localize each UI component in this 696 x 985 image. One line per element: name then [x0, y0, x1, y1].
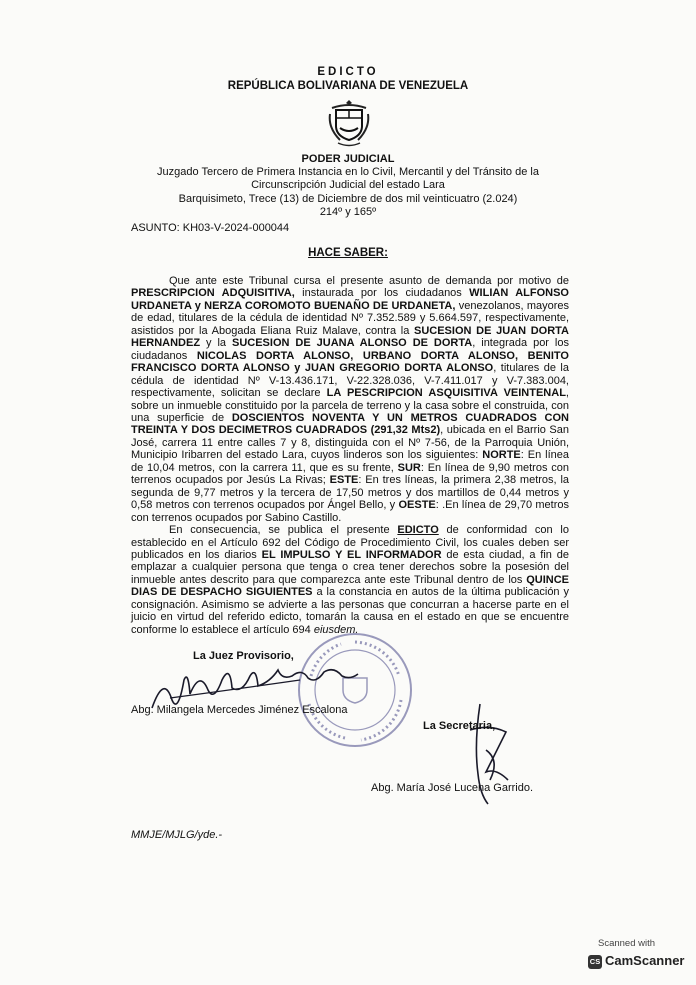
camscanner-brand: CamScanner	[605, 953, 685, 968]
court-line-2: Circunscripción Judicial del estado Lara	[251, 179, 445, 191]
hace-saber-text: HACE SABER:	[308, 247, 388, 259]
poder-judicial-heading: PODER JUDICIAL	[301, 153, 395, 165]
edict-body	[131, 275, 569, 636]
coat-of-arms-icon	[326, 98, 372, 148]
edicto-word: EDICTO	[397, 524, 439, 537]
newspapers: EL IMPULSO Y EL INFORMADOR	[261, 548, 442, 561]
heir-names: NICOLAS DORTA ALONSO, URBANO DORTA ALONSO, BENITO FRANCISCO DORTA ALONSO y JUAN GREGORIO DORTA ALONSO	[131, 349, 569, 375]
date-line: Barquisimeto, Trece (13) de Diciembre de dos mil veinticuatro (2.024)	[178, 193, 518, 205]
paragraph-1	[131, 275, 569, 524]
p1-text: , ubicada en el Barrio San José, carrera 11 entre calles 7 y 8, distinguida con el Nº 7-56, de la Parroquia Unión, Municipio Iribarren del estado Lara, cuyos linderos son los siguientes:	[131, 424, 569, 462]
boundary-north: NORTE	[482, 449, 521, 462]
p1-text: instaurada por los ciudadanos	[294, 287, 470, 300]
defendant-1: SUCESION DE JUAN DORTA HERNANDEZ	[131, 324, 569, 350]
surface-area: DOSCIENTOS NOVENTA Y UN METROS CUADRADOS CON TREINTA Y DOS DECIMETROS CUADRADOS (291,32 Mts2)	[131, 411, 569, 437]
plaintiff-names: WILIAN ALFONSO URDANETA y NERZA COROMOTO BUENAÑO DE URDANETA,	[131, 287, 569, 312]
case-number: ASUNTO: KH03-V-2024-000044	[131, 222, 290, 234]
p1-bold: PRESCRIPCION ADQUISITIVA,	[131, 287, 295, 300]
secretary-label: La Secretaria,	[423, 720, 496, 732]
defendant-2: SUCESION DE JUANA ALONSO DE DORTA	[232, 337, 473, 350]
judge-name: Abg. Milangela Mercedes Jiménez Escalona	[131, 704, 348, 716]
p1-text: : En línea de 10,04 metros, con la carrera 11, que es su frente,	[131, 449, 569, 474]
p2-text: a la constancia en autos de la última publicación y consignación. Asimismo se advierte a las personas que concurran a hacerse parte en el juicio en virtud del referido edicto, tomarán la causa en el estado en que se encuentre conforme lo establece el artículo 694	[131, 586, 569, 636]
p2-text: En consecuencia, se publica el presente	[169, 524, 398, 537]
boundary-south: SUR	[397, 461, 421, 474]
p2-text: de esta ciudad, a fin de emplazar a cualquier persona que tenga o crea tener derechos sobre la posesión del inmueble antes descrito para que comparezca ante este Tribunal dentro de los	[131, 548, 569, 586]
p1-text: y la	[200, 337, 232, 350]
scanned-with-text: Scanned with	[598, 938, 656, 949]
deadline: QUINCE DIAS DE DESPACHO SIGUIENTES	[131, 573, 569, 599]
p1-text: , sobre un inmueble constituido por la parcela de terreno y la casa sobre el construida, con una superficie de	[131, 387, 569, 424]
p1-text: : .En línea de 29,70 metros con terrenos ocupados por Sabino Castillo.	[131, 499, 570, 524]
boundary-east: ESTE	[329, 474, 359, 487]
p1-text: venezolanos, mayores de edad, titulares de la cédula de identidad Nº 7.352.589 y 5.664.597, respectivamente, asistidos por la Abogada Eliana Ruiz Malave, contra la	[131, 299, 570, 337]
paragraph-2	[131, 524, 569, 636]
p1-bold: LA PESCRIPCION ASQUISITIVA VEINTENAL	[326, 387, 566, 400]
boundary-west: OESTE	[398, 499, 436, 512]
p2-text: de conformidad con lo establecido en el Artículo 692 del Código de Procedimiento Civil, los cuales deben ser publicados en los diarios	[131, 524, 569, 561]
p1-text: , integrada por los ciudadanos	[131, 337, 569, 362]
camscanner-logo-icon: CS	[588, 955, 602, 969]
years-line: 214º y 165º	[319, 206, 377, 218]
camscanner-watermark	[580, 938, 690, 978]
secretary-name: Abg. María José Lucena Garrido.	[371, 782, 534, 794]
eiusdem: eiusdem.	[313, 623, 359, 636]
initials: MMJE/MJLG/yde.-	[131, 829, 223, 841]
p1-text: Que ante este Tribunal cursa el presente asunto de demanda por motivo de	[169, 275, 569, 287]
court-line-1: Juzgado Tercero de Primera Instancia en lo Civil, Mercantil y del Tránsito de la	[157, 166, 539, 178]
edicto-title: EDICTO	[317, 66, 379, 78]
republica-heading: REPÚBLICA BOLIVARIANA DE VENEZUELA	[227, 80, 469, 92]
hace-saber-heading	[0, 247, 696, 259]
p1-text: : En línea de 9,90 metros con terrenos ocupados por Jesús La Rivas;	[131, 461, 569, 487]
p1-text: : En tres líneas, la primera 2,38 metros, la segunda de 9,77 metros y la tercera de 17,50 metros y dos martillos de 0,44 metros y 0,58 metros con terrenos ocupados por Ángel Bello, y	[131, 474, 570, 512]
p1-text: , titulares de la cédula de identidad Nº V-13.436.171, V-22.328.036, V-7.411.017 y V-7.383.004, respectivamente, solicitan se declare	[131, 362, 569, 400]
judge-label: La Juez Provisorio,	[193, 650, 294, 662]
